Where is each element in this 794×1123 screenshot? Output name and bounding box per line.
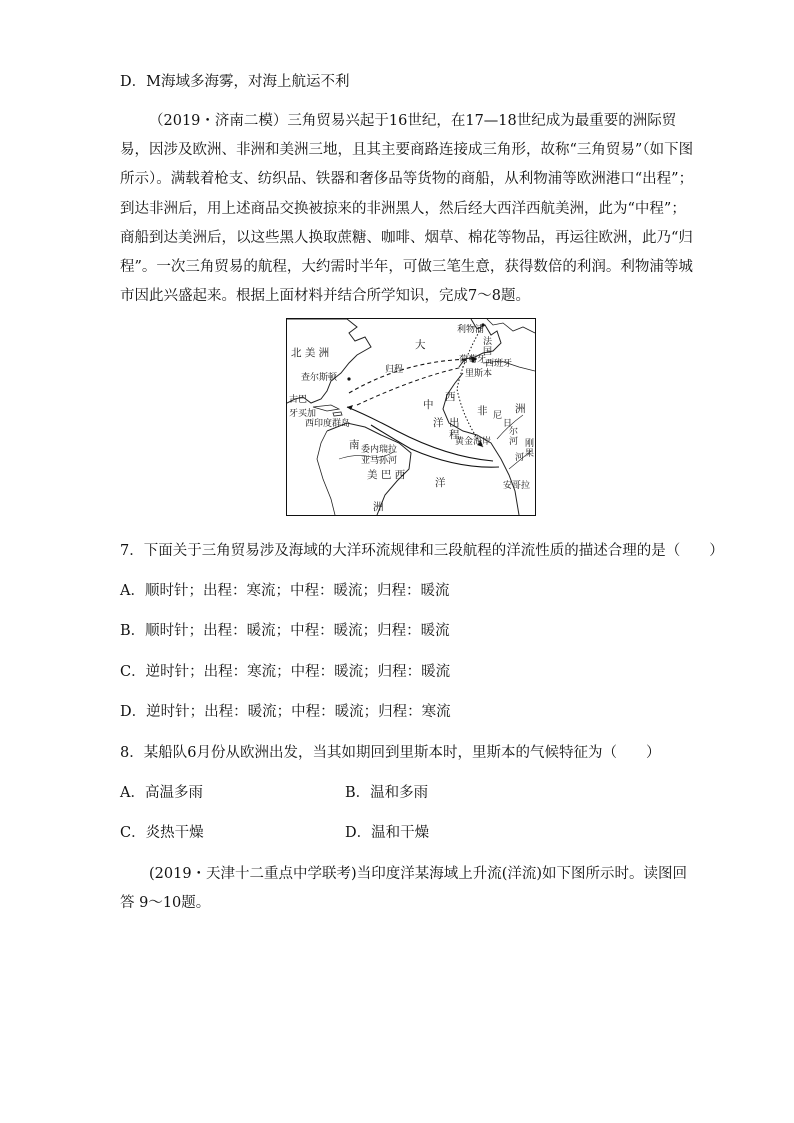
label-niger-er: 尔 <box>509 427 519 437</box>
label-return-leg: 归程 <box>385 365 404 375</box>
label-south-zhou: 洲 <box>373 501 384 513</box>
hispaniola-island <box>333 412 342 416</box>
europe-north-coast <box>487 319 535 333</box>
north-america-coast <box>287 319 371 403</box>
label-outbound-leg: 出程 <box>449 417 460 441</box>
label-niger-he: 河 <box>509 437 519 447</box>
question-7-option-c[interactable]: C．逆时针；出程：寒流；中程：暖流；归程：暖流 <box>120 664 451 680</box>
label-north-america: 北 美 洲 <box>291 347 330 359</box>
label-west-indies: 西印度群岛 <box>305 419 351 429</box>
label-yang: 洋 <box>433 417 444 429</box>
label-niger-ni: 尼 <box>493 411 503 421</box>
prev-option-d: D．M海域多海雾，对海上航运不利 <box>120 74 350 90</box>
label-portugal: 葡萄牙 <box>459 355 487 365</box>
question-8-option-d[interactable]: D．温和干燥 <box>345 825 430 841</box>
label-zhong: 中 <box>423 399 434 411</box>
label-xi: 西 <box>445 391 456 403</box>
triangle-trade-map <box>286 318 536 516</box>
label-africa-fei: 非 <box>477 405 488 417</box>
label-africa-zhou: 洲 <box>515 403 526 415</box>
south-america-west <box>317 431 335 515</box>
label-venezuela: 委内瑞拉 <box>361 445 398 455</box>
label-amazon: 亚马孙河 <box>361 456 398 466</box>
label-gang: 刚 <box>525 439 535 449</box>
label-south-nan: 南 <box>349 439 360 451</box>
label-angola: 安哥拉 <box>503 481 531 491</box>
label-niger-ri: 日 <box>503 419 513 429</box>
next-material-paragraph: (2019・天津十二重点中学联考)当印度洋某海域上升流(洋流)如下图所示时。读图回答 9～10题。 <box>120 866 688 912</box>
charleston-port <box>347 377 350 380</box>
return-route <box>349 359 477 393</box>
label-lisbon: 里斯本 <box>465 369 493 379</box>
label-atlantic-yang: 洋 <box>435 477 446 489</box>
label-france: 法国 <box>483 337 493 357</box>
label-congo-he: 河 <box>515 453 525 463</box>
question-8-option-c[interactable]: C．炎热干燥 <box>120 825 204 841</box>
label-cuba: 古巴 <box>289 395 308 405</box>
label-da: 大 <box>415 339 426 351</box>
question-7-option-b[interactable]: B．顺时针；出程：暖流；中程：暖流；归程：暖流 <box>120 623 450 639</box>
label-guo: 果 <box>525 449 535 459</box>
label-charleston: 查尔斯顿 <box>301 373 338 383</box>
question-8-stem: 8．某船队6月份从欧洲出发，当其如期回到里斯本时，里斯本的气候特征为（ ） <box>120 745 661 761</box>
label-liverpool: 利物浦 <box>457 325 485 335</box>
label-spain: 西班牙 <box>485 359 513 369</box>
label-brazil: 美 巴 西 <box>367 469 406 481</box>
label-gold-coast: 黄金海岸 <box>455 437 492 447</box>
question-7-option-d[interactable]: D．逆时针；出程：暖流；中程：暖流；归程：寒流 <box>120 704 451 720</box>
cuba-island <box>313 405 339 411</box>
question-8-option-a[interactable]: A．高温多雨 <box>120 785 203 801</box>
question-8-option-b[interactable]: B．温和多雨 <box>345 785 429 801</box>
question-7-stem: 7．下面关于三角贸易涉及海域的大洋环流规律和三段航程的洋流性质的描述合理的是（ ） <box>120 543 724 559</box>
material-paragraph: （2019・济南二模）三角贸易兴起于16世纪，在17—18世纪成为最重要的洲际贸易，因涉及欧洲、非洲和美洲三地，且其主要商路连接成三角形，故称“三角贸易”（如下图所示）。满载着枪支、纺织品、铁器和奢侈品等货物的商船，从利物浦等欧洲港口“出程”；到达非洲后，用上述商品交换被掠来的非洲黑人，然后经大西洋西航美洲，此为“中程”；商船到达美洲后，以这些黑人换取蔗糖、咖啡、烟草、棉花等物品，再运往欧洲，此乃“归程”。一次三角贸易的航程，大约需时半年，可做三笔生意，获得数倍的利润。利物浦等城市因此兴盛起来。根据上面材料并结合所学知识，完成7～8题。 <box>120 113 694 305</box>
question-7-option-a[interactable]: A．顺时针；出程：寒流；中程：暖流；归程：暖流 <box>120 583 450 599</box>
label-jamaica: 牙买加 <box>289 409 317 419</box>
